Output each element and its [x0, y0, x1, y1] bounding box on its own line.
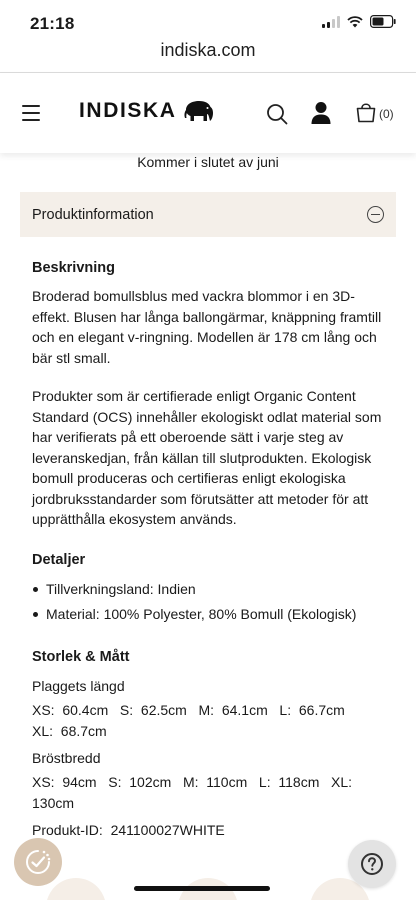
details-heading: Detaljer	[32, 552, 86, 568]
details-list	[32, 579, 356, 628]
site-header	[0, 73, 416, 153]
cart-button[interactable]	[356, 101, 394, 123]
help-button[interactable]	[348, 840, 396, 888]
list-item: Material: 100% Polyester, 80% Bomull (Ekologisk)	[32, 604, 356, 625]
list-item: Tillverkningsland: Indien	[32, 579, 356, 600]
description-paragraph: Broderad bomullsblus med vackra blommor i en 3D-effekt. Blusen har långa ballongärmar, knäppning framtill och en elegant v-ringning. Modellen är 178 cm lång och bär stl small.	[32, 288, 382, 366]
certification-paragraph: Produkter som är certifierade enligt Organic Content Standard (OCS) innehåller ekologiskt odlat material som har verifierats på ett oberoende sätt i varje steg av leveranskedjan, från källan till slutprodukten. Ekologisk bomull produceras och certifieras enligt ekologiska jordbruksstandarder som förutsätter att metoder för att upprätthålla ekosystem används.	[32, 388, 382, 527]
wifi-icon	[347, 16, 363, 28]
menu-icon[interactable]	[22, 105, 40, 121]
product-info-accordion[interactable]	[20, 192, 396, 237]
accessibility-icon	[23, 847, 53, 877]
accordion-title: Produktinformation	[32, 206, 154, 223]
accessibility-button[interactable]	[14, 838, 62, 886]
size-heading: Storlek & Mått	[32, 649, 130, 665]
account-icon[interactable]	[311, 101, 331, 130]
status-icons	[322, 15, 396, 28]
chest-label: Bröstbredd	[32, 750, 101, 766]
status-bar	[0, 0, 416, 44]
logo-text: INDISKA	[79, 99, 177, 122]
logo[interactable]	[79, 99, 215, 123]
length-label: Plaggets längd	[32, 678, 125, 694]
battery-icon	[370, 15, 396, 28]
signal-icon	[322, 16, 340, 28]
collapse-icon[interactable]	[367, 206, 384, 223]
elephant-logo-icon	[183, 99, 215, 123]
status-time: 21:18	[30, 14, 75, 33]
search-icon[interactable]	[266, 103, 288, 130]
chest-values: XS: 94cm S: 102cm M: 110cm L: 118cm XL: 130cm	[32, 774, 360, 811]
length-values: XS: 60.4cm S: 62.5cm M: 64.1cm L: 66.7cm XL: 68.7cm	[32, 702, 357, 739]
product-id: Produkt-ID: 241100027WHITE	[32, 822, 225, 838]
url-text: indiska.com	[160, 40, 256, 60]
cart-count: (0)	[379, 107, 394, 121]
home-indicator	[134, 886, 270, 891]
help-icon	[360, 852, 384, 876]
product-thumbnail	[46, 878, 106, 900]
cart-icon	[356, 101, 376, 123]
delivery-note: Kommer i slutet av juni	[137, 154, 279, 170]
description-heading: Beskrivning	[32, 260, 115, 276]
url-bar[interactable]	[0, 40, 416, 72]
